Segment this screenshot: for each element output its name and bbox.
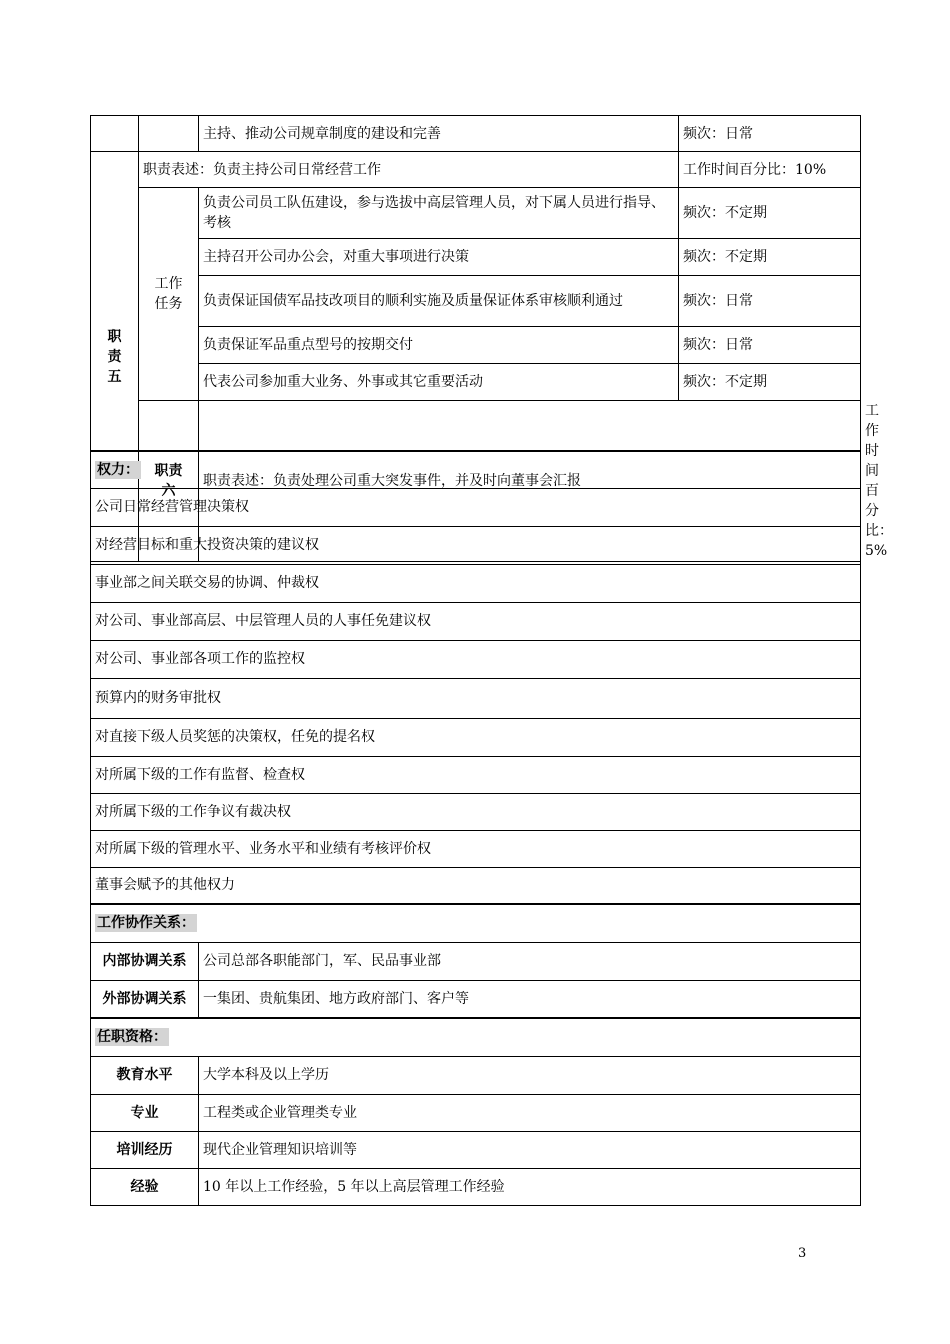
duty5-description: 职责表述：负责主持公司日常经营工作 xyxy=(139,152,679,188)
power-item: 对直接下级人员奖惩的决策权，任免的提名权 xyxy=(91,718,861,756)
internal-relations-value: 公司总部各职能部门，军、民品事业部 xyxy=(199,942,861,980)
task-text: 代表公司参加重大业务、外事或其它重要活动 xyxy=(199,364,679,401)
task-text: 主持召开公司办公会，对重大事项进行决策 xyxy=(199,239,679,276)
section-header xyxy=(91,904,861,942)
table-row xyxy=(91,327,861,364)
task-frequency: 频次：不定期 xyxy=(679,188,861,239)
duty6-description: 职责表述：负责处理公司重大突发事件，并及时向董事会汇报 xyxy=(199,401,861,562)
list-item xyxy=(91,867,861,904)
duty6-label: 职责 六 xyxy=(139,401,199,562)
task-text: 负责公司员工队伍建设，参与选拔中高层管理人员，对下属人员进行指导、考核 xyxy=(199,188,679,239)
task-frequency: 频次：日常 xyxy=(679,116,861,152)
qualification-value: 10 年以上工作经验，5 年以上高层管理工作经验 xyxy=(199,1168,861,1205)
list-item xyxy=(91,718,861,756)
qualification-label: 教育水平 xyxy=(91,1056,199,1094)
task-frequency: 频次：日常 xyxy=(679,276,861,327)
table-row xyxy=(91,1056,861,1094)
duty5-time-percent: 工作时间百分比：10% xyxy=(679,152,861,188)
qualifications-title: 任职资格： xyxy=(97,1029,167,1046)
task-label: 工作 任务 xyxy=(139,188,199,401)
table-row xyxy=(91,276,861,327)
list-item xyxy=(91,564,861,602)
power-item: 对公司、事业部各项工作的监控权 xyxy=(91,640,861,678)
internal-relations-label: 内部协调关系 xyxy=(91,942,199,980)
table-row xyxy=(91,188,861,239)
list-item xyxy=(91,526,861,564)
task-text: 负责保证国债军品技改项目的顺利实施及质量保证体系审核顺利通过 xyxy=(199,276,679,327)
table-row xyxy=(91,239,861,276)
qualification-value: 大学本科及以上学历 xyxy=(199,1056,861,1094)
external-relations-label: 外部协调关系 xyxy=(91,980,199,1018)
list-item xyxy=(91,602,861,640)
table-row xyxy=(91,364,861,401)
qualification-label: 专业 xyxy=(91,1094,199,1131)
task-frequency: 频次：不定期 xyxy=(679,239,861,276)
powers-title: 权力： xyxy=(97,461,139,478)
section-header xyxy=(91,1018,861,1056)
list-item xyxy=(91,488,861,526)
list-item xyxy=(91,830,861,867)
power-item: 对所属下级的管理水平、业务水平和业绩有考核评价权 xyxy=(91,830,861,867)
relations-title: 工作协作关系： xyxy=(97,915,195,932)
task-frequency: 频次：日常 xyxy=(679,327,861,364)
powers-table xyxy=(90,450,861,1206)
qualification-value: 现代企业管理知识培训等 xyxy=(199,1131,861,1168)
power-item: 董事会赋予的其他权力 xyxy=(91,867,861,904)
qualification-label: 经验 xyxy=(91,1168,199,1205)
power-item: 对公司、事业部高层、中层管理人员的人事任免建议权 xyxy=(91,602,861,640)
task-text: 负责保证军品重点型号的按期交付 xyxy=(199,327,679,364)
power-item: 对所属下级的工作争议有裁决权 xyxy=(91,793,861,830)
qualification-label: 培训经历 xyxy=(91,1131,199,1168)
list-item xyxy=(91,756,861,793)
section-header xyxy=(91,451,861,488)
power-item: 预算内的财务审批权 xyxy=(91,678,861,718)
table-row xyxy=(91,1094,861,1131)
page-number: 3 xyxy=(798,1246,807,1261)
power-item: 事业部之间关联交易的协调、仲裁权 xyxy=(91,564,861,602)
task-text: 主持、推动公司规章制度的建设和完善 xyxy=(199,116,679,152)
table-row xyxy=(91,1168,861,1205)
duty5-label: 职 责 五 xyxy=(91,152,139,562)
table-row xyxy=(91,980,861,1018)
task-frequency: 频次：不定期 xyxy=(679,364,861,401)
table-row: 职责 六 职责表述：负责处理公司重大突发事件，并及时向董事会汇报 工作时间百分比：5% xyxy=(91,401,861,562)
power-item: 公司日常经营管理决策权 xyxy=(91,488,861,526)
table-row xyxy=(91,116,861,152)
external-relations-value: 一集团、贵航集团、地方政府部门、客户等 xyxy=(199,980,861,1018)
list-item xyxy=(91,640,861,678)
qualification-value: 工程类或企业管理类专业 xyxy=(199,1094,861,1131)
table-row xyxy=(91,152,861,188)
table-row xyxy=(91,1131,861,1168)
list-item xyxy=(91,793,861,830)
power-item: 对所属下级的工作有监督、检查权 xyxy=(91,756,861,793)
list-item xyxy=(91,678,861,718)
power-item: 对经营目标和重大投资决策的建议权 xyxy=(91,526,861,564)
table-row xyxy=(91,942,861,980)
